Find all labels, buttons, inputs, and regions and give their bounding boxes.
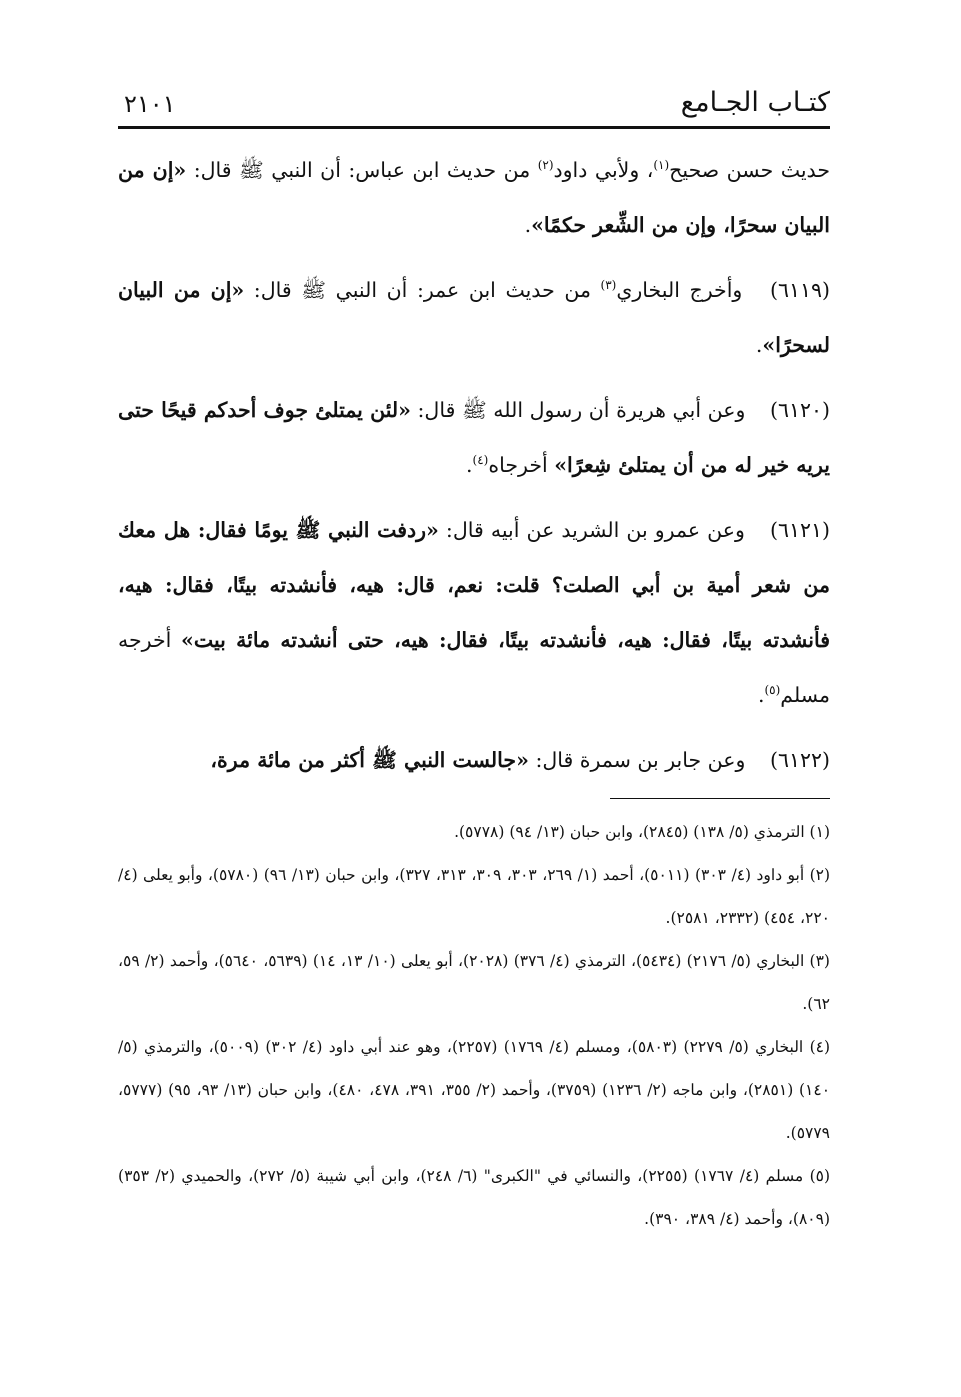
footnote-separator [610, 798, 830, 799]
paragraph-text: وعن أبي هريرة أن رسول الله ﷺ قال: [410, 398, 746, 422]
footnote-ref-5: (٥) [764, 683, 781, 698]
footnote-ref-1: (١) [653, 158, 670, 173]
paragraph-text: من حديث ابن عمر: أن النبي ﷺ قال: [244, 278, 601, 302]
footnote-2: (٢) أبو داود (٤/ ٣٠٣) (٥٠١١)، أحمد (١/ ٢٦٩، ٣٠٣، ٣٠٩، ٣١٣، ٣٢٧)، وابن حبان (١٣/ ٩٦) (٥٧٨٠)، وأبو يعلى (٤/ ٢٢٠، ٤٥٤) (٢٣٣٢، ٢٥٨١). [118, 866, 831, 927]
running-header [118, 82, 830, 129]
hadith-number: (٦١١٩) [769, 278, 830, 302]
hadith-number: (٦١٢٠) [769, 398, 830, 422]
footnote-3: (٣) البخاري (٥/ ٢١٧٦) (٥٤٣٤)، الترمذي (٤/ ٣٧٦) (٢٠٢٨)، أبو يعلى (١٠/ ١٣، ١٤) (٥٦٣٩، ٥٦٤٠)، وأحمد (٢/ ٥٩، ٦٢). [118, 952, 830, 1013]
paragraph-text: وعن عمرو بن الشريد عن أبيه قال: [438, 518, 745, 542]
footnote-ref-3: (٣) [600, 278, 617, 293]
hadith-quote: «إن من البيان لسحرًا» [118, 278, 830, 357]
paragraph-text: وعن جابر بن سمرة قال: [528, 748, 746, 772]
footnote-ref-2: (٢) [537, 158, 554, 173]
footnote-1: (١) الترمذي (٥/ ١٣٨) (٢٨٤٥)، وابن حبان (١٣/ ٩٤) (٥٧٧٨). [454, 823, 830, 841]
hadith-6121 [118, 503, 830, 723]
paragraph-text: من حديث ابن عباس: أن النبي ﷺ قال: [186, 158, 538, 182]
paragraph-end: . [755, 333, 763, 357]
hadith-6120 [118, 383, 830, 493]
paragraph-text: ، ولأبي داود [553, 158, 654, 182]
hadith-quote: «إن من البيان سحرًا، وإن من الشِّعر حكمًا» [118, 158, 830, 237]
page-number: ٢١٠١ [124, 90, 176, 118]
book-page [118, 82, 830, 1372]
paragraph-end: . [757, 683, 765, 707]
paragraph-text: حديث حسن صحيح [669, 158, 830, 182]
hadith-quote: «لئن يمتلئ جوف أحدكم قيحًا حتى يريه خير له من أن يمتلئ شِعرًا» [118, 398, 830, 477]
footnote-4: (٤) البخاري (٥/ ٢٢٧٩) (٥٨٠٣)، ومسلم (٤/ ١٧٦٩) (٢٢٥٧)، وهو عند أبي داود (٤/ ٣٠٢) (٥٠٠٩)، والترمذي (٥/ ١٤٠) (٢٨٥١)، وابن ماجه (٢/ ١٢٣٦) (٣٧٥٩)، وأحمد (٢/ ٣٥٥، ٣٩١، ٤٧٨، ٤٨٠)، وابن حبان (١٣/ ٩٣، ٩٥) (٥٧٧٧، ٥٧٧٩). [118, 1038, 831, 1142]
hadith-number: (٦١٢١) [769, 518, 830, 542]
footnote-5: (٥) مسلم (٤/ ١٧٦٧) (٢٢٥٥)، والنسائي في "الكبرى" (٦/ ٢٤٨)، وابن أبي شيبة (٥/ ٢٧٢)، والحميدي (٢/ ٣٥٣) (٨٠٩)، وأحمد (٤/ ٣٨٩، ٣٩٠). [118, 1167, 831, 1228]
hadith-6122 [118, 733, 830, 788]
hadith-quote: «جالست النبي ﷺ أكثر من مائة مرة، [210, 748, 529, 772]
paragraph-text: أخرجه مسلم [118, 628, 830, 707]
main-text [118, 143, 830, 788]
paragraph-text: أخرجاه [488, 453, 555, 477]
paragraph-end: . [524, 213, 532, 237]
hadith-number: (٦١٢٢) [769, 748, 830, 772]
hadith-quote: «ردفت النبي ﷺ يومًا فقال: هل معك من شعر أمية بن أبي الصلت؟ قلت: نعم، قال: هيه، فأنشدته بيتًا، فقال: هيه، فأنشدته بيتًا، فقال: هيه، فأنشدته بيتًا، فقال: هيه، حتى أنشدته مائة بيت» [118, 518, 830, 652]
paragraph-end: . [466, 453, 473, 477]
book-title: كتـاب الجـامع [680, 87, 830, 118]
paragraph-text: وأخرج البخاري [616, 278, 743, 302]
hadith-6119 [118, 263, 830, 373]
paragraph-continuation [118, 143, 830, 253]
footnotes [118, 811, 830, 1241]
footnote-ref-4: (٤) [472, 453, 489, 468]
